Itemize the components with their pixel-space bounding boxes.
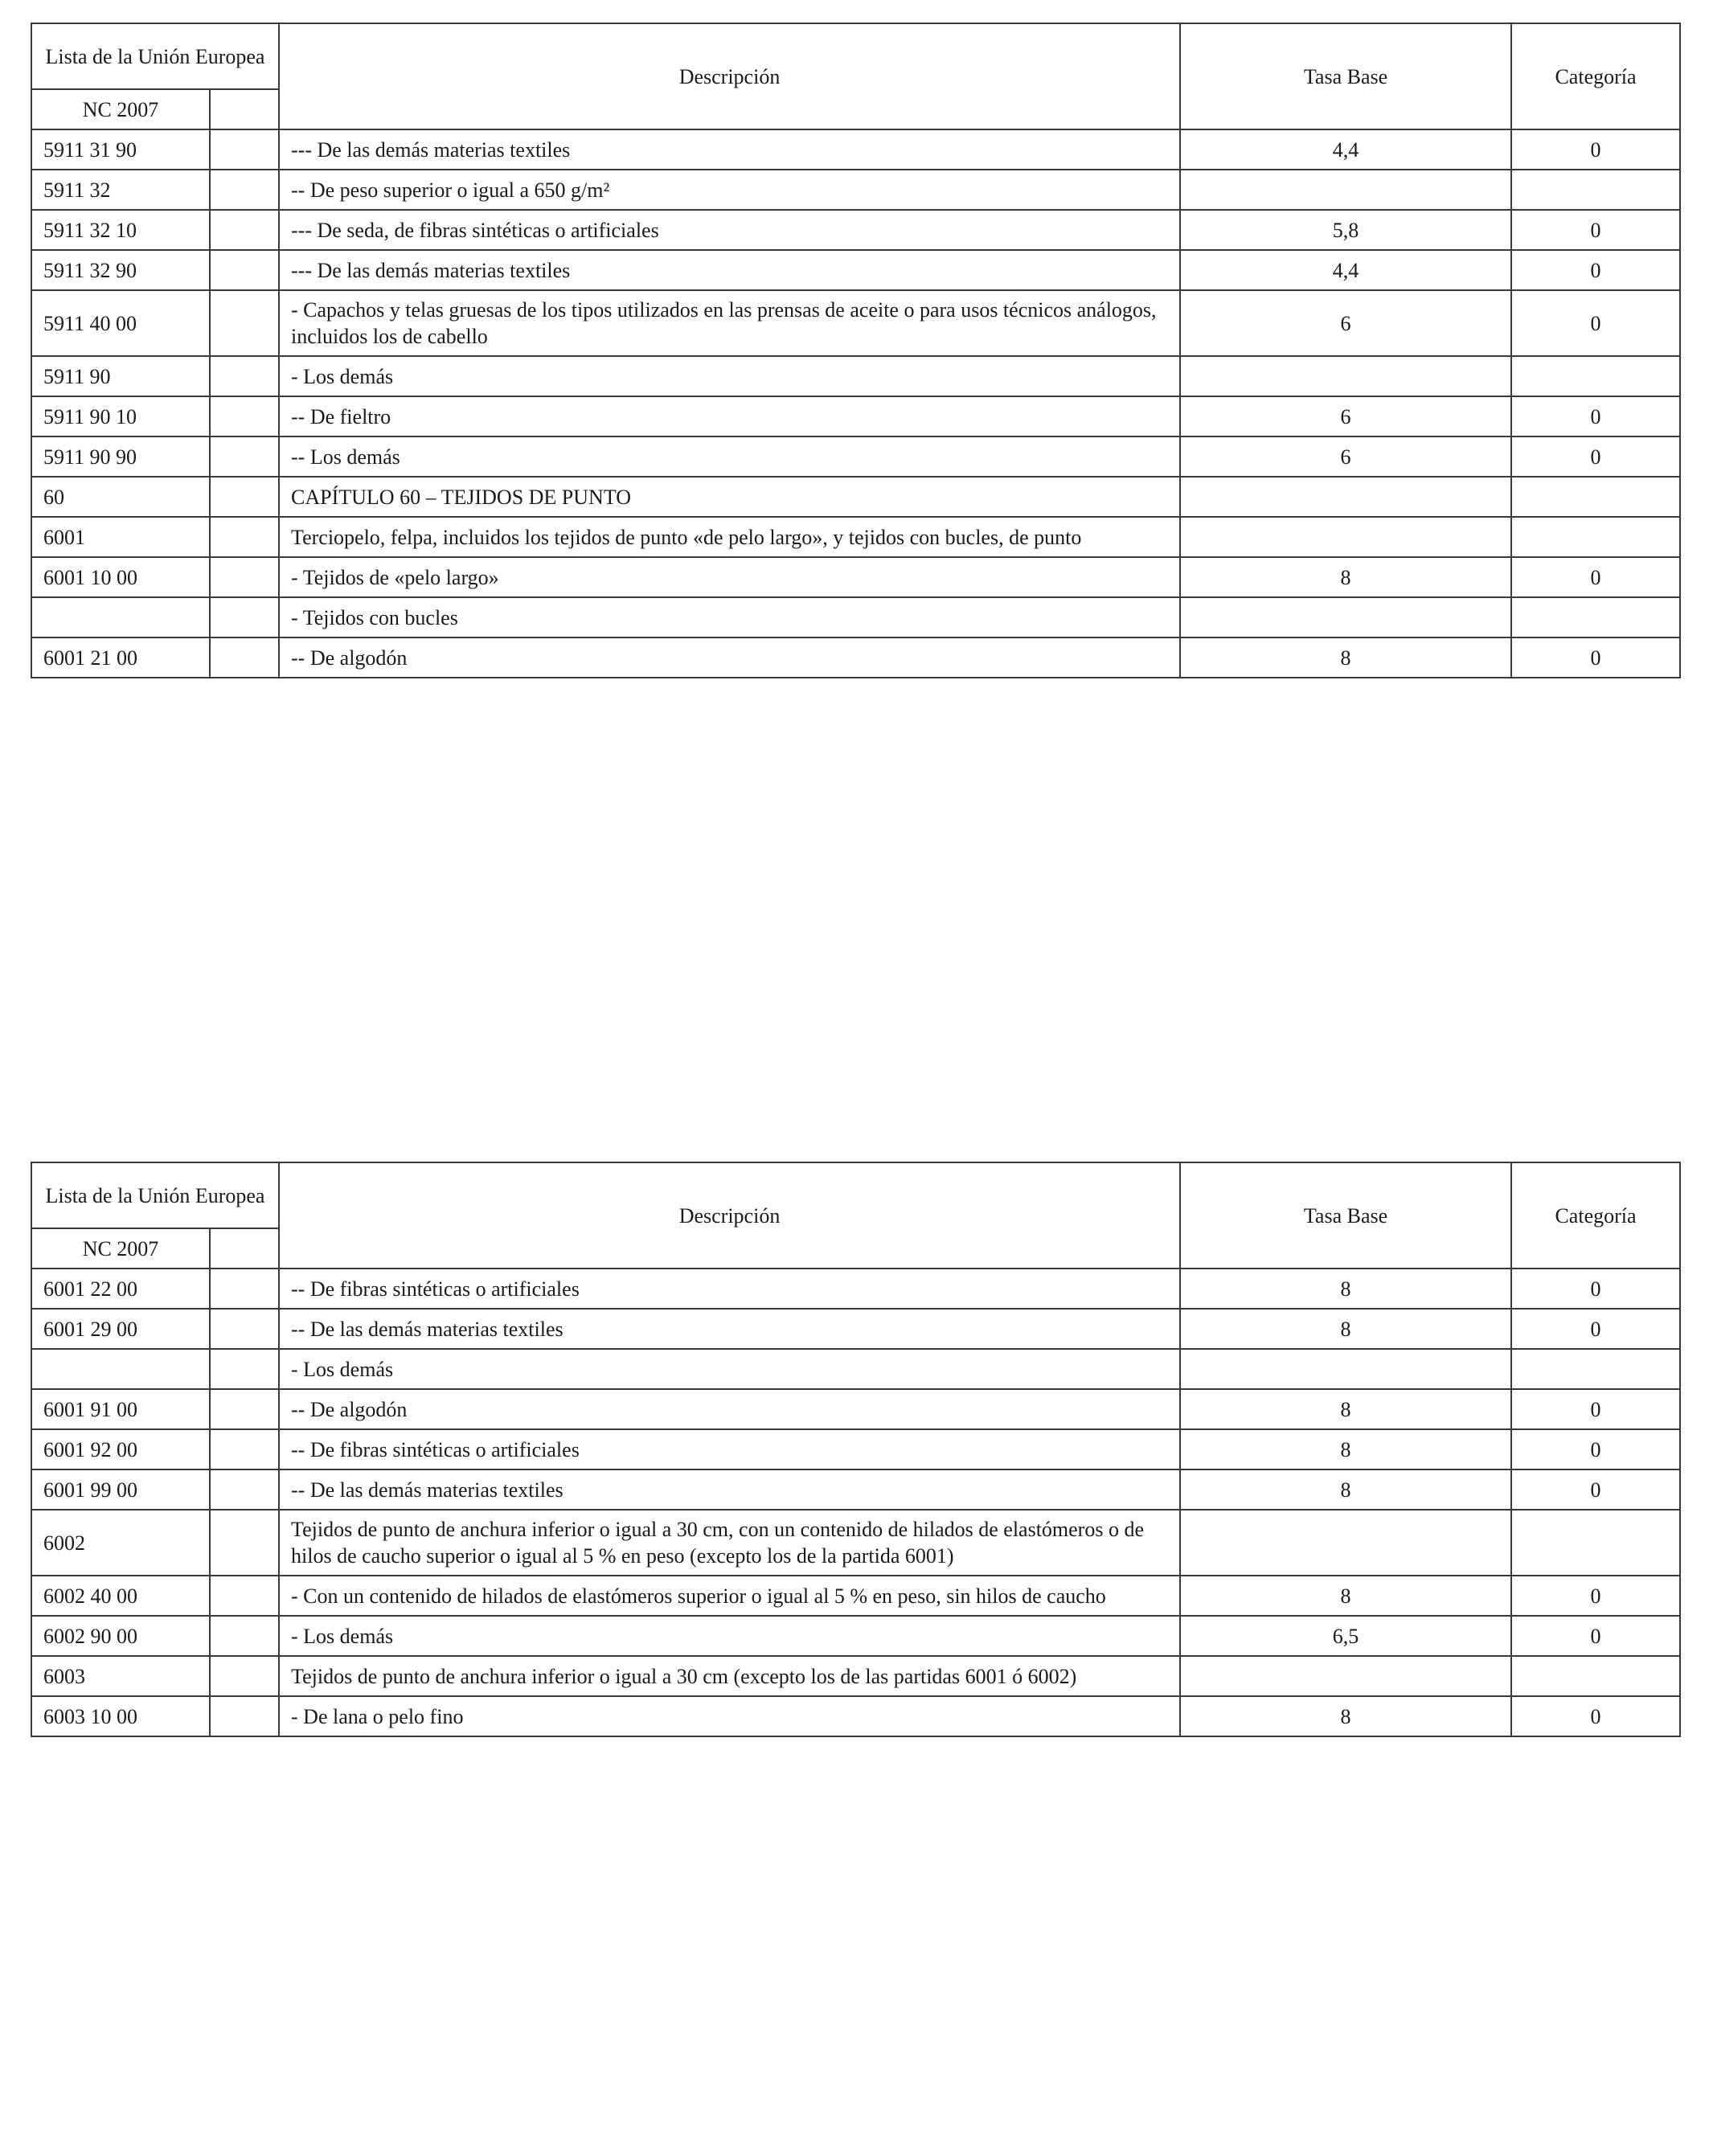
description-cell: - Los demás [279, 1616, 1180, 1656]
rate-cell [1180, 597, 1511, 637]
description-cell: -- De fibras sintéticas o artificiales [279, 1269, 1180, 1309]
rate-cell [1180, 1510, 1511, 1576]
rate-cell: 8 [1180, 1269, 1511, 1309]
tariff-table-1 [31, 23, 1681, 678]
description-cell: -- Los demás [279, 437, 1180, 477]
rate-cell [1180, 477, 1511, 517]
blank-cell [210, 1389, 279, 1429]
code-cell: 6002 90 00 [31, 1616, 210, 1656]
category-cell: 0 [1511, 557, 1680, 597]
code-cell: 6001 21 00 [31, 637, 210, 678]
description-cell: Tejidos de punto de anchura inferior o igual a 30 cm (excepto los de las partidas 6001 ó 6002) [279, 1656, 1180, 1696]
blank-cell [210, 1269, 279, 1309]
code-cell: 6001 92 00 [31, 1429, 210, 1469]
description-cell: - Tejidos de «pelo largo» [279, 557, 1180, 597]
code-cell: 6001 10 00 [31, 557, 210, 597]
category-cell [1511, 170, 1680, 210]
table-row [31, 477, 1680, 517]
blank-cell [210, 1349, 279, 1389]
table-row [31, 597, 1680, 637]
table-row [31, 1510, 1680, 1576]
description-cell: -- De fieltro [279, 396, 1180, 437]
description-cell: - Con un contenido de hilados de elastómeros superior o igual al 5 % en peso, sin hilos de caucho [279, 1576, 1180, 1616]
table-row [31, 1349, 1680, 1389]
blank-cell [210, 250, 279, 290]
category-cell: 0 [1511, 290, 1680, 356]
rate-cell: 8 [1180, 1469, 1511, 1510]
header-category: Categoría [1511, 1162, 1680, 1269]
header-nc-2007: NC 2007 [31, 1228, 210, 1269]
category-cell: 0 [1511, 1576, 1680, 1616]
blank-cell [210, 1469, 279, 1510]
header-list-label: Lista de la Unión Europea [31, 23, 279, 89]
blank-cell [210, 557, 279, 597]
code-cell: 6001 [31, 517, 210, 557]
code-cell: 5911 40 00 [31, 290, 210, 356]
category-cell: 0 [1511, 1429, 1680, 1469]
table-row [31, 1616, 1680, 1656]
code-cell [31, 597, 210, 637]
category-cell: 0 [1511, 1269, 1680, 1309]
tariff-table-2 [31, 1162, 1681, 1737]
blank-cell [210, 437, 279, 477]
blank-cell [210, 477, 279, 517]
rate-cell: 6 [1180, 396, 1511, 437]
code-cell [31, 1349, 210, 1389]
table-row [31, 1576, 1680, 1616]
table-row [31, 396, 1680, 437]
rate-cell: 8 [1180, 637, 1511, 678]
blank-cell [210, 1510, 279, 1576]
code-cell: 6003 [31, 1656, 210, 1696]
code-cell: 5911 90 10 [31, 396, 210, 437]
header-description: Descripción [279, 1162, 1180, 1269]
category-cell: 0 [1511, 250, 1680, 290]
table-row [31, 557, 1680, 597]
table-row [31, 1469, 1680, 1510]
blank-cell [210, 129, 279, 170]
table-row [31, 210, 1680, 250]
code-cell: 6001 29 00 [31, 1309, 210, 1349]
description-cell: - Los demás [279, 1349, 1180, 1389]
table-row [31, 129, 1680, 170]
blank-cell [210, 1576, 279, 1616]
code-cell: 5911 32 [31, 170, 210, 210]
category-cell [1511, 1349, 1680, 1389]
description-cell: -- De algodón [279, 637, 1180, 678]
header-description: Descripción [279, 23, 1180, 129]
description-cell: -- De las demás materias textiles [279, 1309, 1180, 1349]
category-cell [1511, 1510, 1680, 1576]
header-list-label: Lista de la Unión Europea [31, 1162, 279, 1228]
category-cell [1511, 517, 1680, 557]
rate-cell [1180, 170, 1511, 210]
rate-cell: 8 [1180, 557, 1511, 597]
category-cell: 0 [1511, 210, 1680, 250]
table-row [31, 437, 1680, 477]
code-cell: 5911 90 90 [31, 437, 210, 477]
table-row [31, 517, 1680, 557]
blank-cell [210, 1656, 279, 1696]
rate-cell: 8 [1180, 1429, 1511, 1469]
category-cell [1511, 1656, 1680, 1696]
category-cell [1511, 597, 1680, 637]
blank-cell [210, 1309, 279, 1349]
description-cell: --- De las demás materias textiles [279, 129, 1180, 170]
rate-cell: 8 [1180, 1696, 1511, 1736]
category-cell: 0 [1511, 1696, 1680, 1736]
code-cell: 60 [31, 477, 210, 517]
description-cell: - Los demás [279, 356, 1180, 396]
code-cell: 6001 99 00 [31, 1469, 210, 1510]
blank-cell [210, 1616, 279, 1656]
rate-cell: 8 [1180, 1389, 1511, 1429]
rate-cell [1180, 517, 1511, 557]
description-cell: CAPÍTULO 60 – TEJIDOS DE PUNTO [279, 477, 1180, 517]
code-cell: 6003 10 00 [31, 1696, 210, 1736]
rate-cell [1180, 1656, 1511, 1696]
table-row [31, 170, 1680, 210]
table-row [31, 1269, 1680, 1309]
category-cell: 0 [1511, 129, 1680, 170]
blank-cell [210, 290, 279, 356]
blank-cell [210, 210, 279, 250]
code-cell: 5911 90 [31, 356, 210, 396]
rate-cell: 6,5 [1180, 1616, 1511, 1656]
header-blank-cell [210, 1228, 279, 1269]
rate-cell: 4,4 [1180, 129, 1511, 170]
description-cell: Terciopelo, felpa, incluidos los tejidos de punto «de pelo largo», y tejidos con bucles, de punto [279, 517, 1180, 557]
description-cell: Tejidos de punto de anchura inferior o igual a 30 cm, con un contenido de hilados de elastómeros o de hilos de caucho superior o igual al 5 % en peso (excepto los de la partida 6001) [279, 1510, 1180, 1576]
description-cell: -- De fibras sintéticas o artificiales [279, 1429, 1180, 1469]
blank-cell [210, 396, 279, 437]
table-row [31, 637, 1680, 678]
category-cell: 0 [1511, 1469, 1680, 1510]
rate-cell [1180, 1349, 1511, 1389]
code-cell: 5911 32 90 [31, 250, 210, 290]
rate-cell: 8 [1180, 1576, 1511, 1616]
blank-cell [210, 170, 279, 210]
blank-cell [210, 597, 279, 637]
rate-cell: 6 [1180, 437, 1511, 477]
code-cell: 6001 22 00 [31, 1269, 210, 1309]
rate-cell: 8 [1180, 1309, 1511, 1349]
category-cell [1511, 356, 1680, 396]
table-row [31, 1696, 1680, 1736]
description-cell: -- De las demás materias textiles [279, 1469, 1180, 1510]
description-cell: -- De algodón [279, 1389, 1180, 1429]
category-cell: 0 [1511, 1616, 1680, 1656]
header-base-rate: Tasa Base [1180, 23, 1511, 129]
category-cell: 0 [1511, 396, 1680, 437]
blank-cell [210, 517, 279, 557]
blank-cell [210, 1696, 279, 1736]
rate-cell: 6 [1180, 290, 1511, 356]
code-cell: 5911 31 90 [31, 129, 210, 170]
blank-cell [210, 356, 279, 396]
description-cell: - Capachos y telas gruesas de los tipos utilizados en las prensas de aceite o para usos técnicos análogos, incluidos los de cabello [279, 290, 1180, 356]
code-cell: 6002 [31, 1510, 210, 1576]
description-cell: --- De seda, de fibras sintéticas o artificiales [279, 210, 1180, 250]
table-row [31, 1389, 1680, 1429]
table-row [31, 1656, 1680, 1696]
table-row [31, 1309, 1680, 1349]
category-cell: 0 [1511, 1389, 1680, 1429]
header-category: Categoría [1511, 23, 1680, 129]
rate-cell [1180, 356, 1511, 396]
table-row [31, 250, 1680, 290]
header-nc-2007: NC 2007 [31, 89, 210, 129]
table-row [31, 356, 1680, 396]
table-row [31, 290, 1680, 356]
description-cell: - Tejidos con bucles [279, 597, 1180, 637]
code-cell: 6002 40 00 [31, 1576, 210, 1616]
header-base-rate: Tasa Base [1180, 1162, 1511, 1269]
code-cell: 6001 91 00 [31, 1389, 210, 1429]
description-cell: --- De las demás materias textiles [279, 250, 1180, 290]
rate-cell: 5,8 [1180, 210, 1511, 250]
category-cell: 0 [1511, 1309, 1680, 1349]
category-cell [1511, 477, 1680, 517]
description-cell: -- De peso superior o igual a 650 g/m² [279, 170, 1180, 210]
description-cell: - De lana o pelo fino [279, 1696, 1180, 1736]
blank-cell [210, 1429, 279, 1469]
rate-cell: 4,4 [1180, 250, 1511, 290]
category-cell: 0 [1511, 637, 1680, 678]
blank-cell [210, 637, 279, 678]
code-cell: 5911 32 10 [31, 210, 210, 250]
category-cell: 0 [1511, 437, 1680, 477]
table-row [31, 1429, 1680, 1469]
header-blank-cell [210, 89, 279, 129]
